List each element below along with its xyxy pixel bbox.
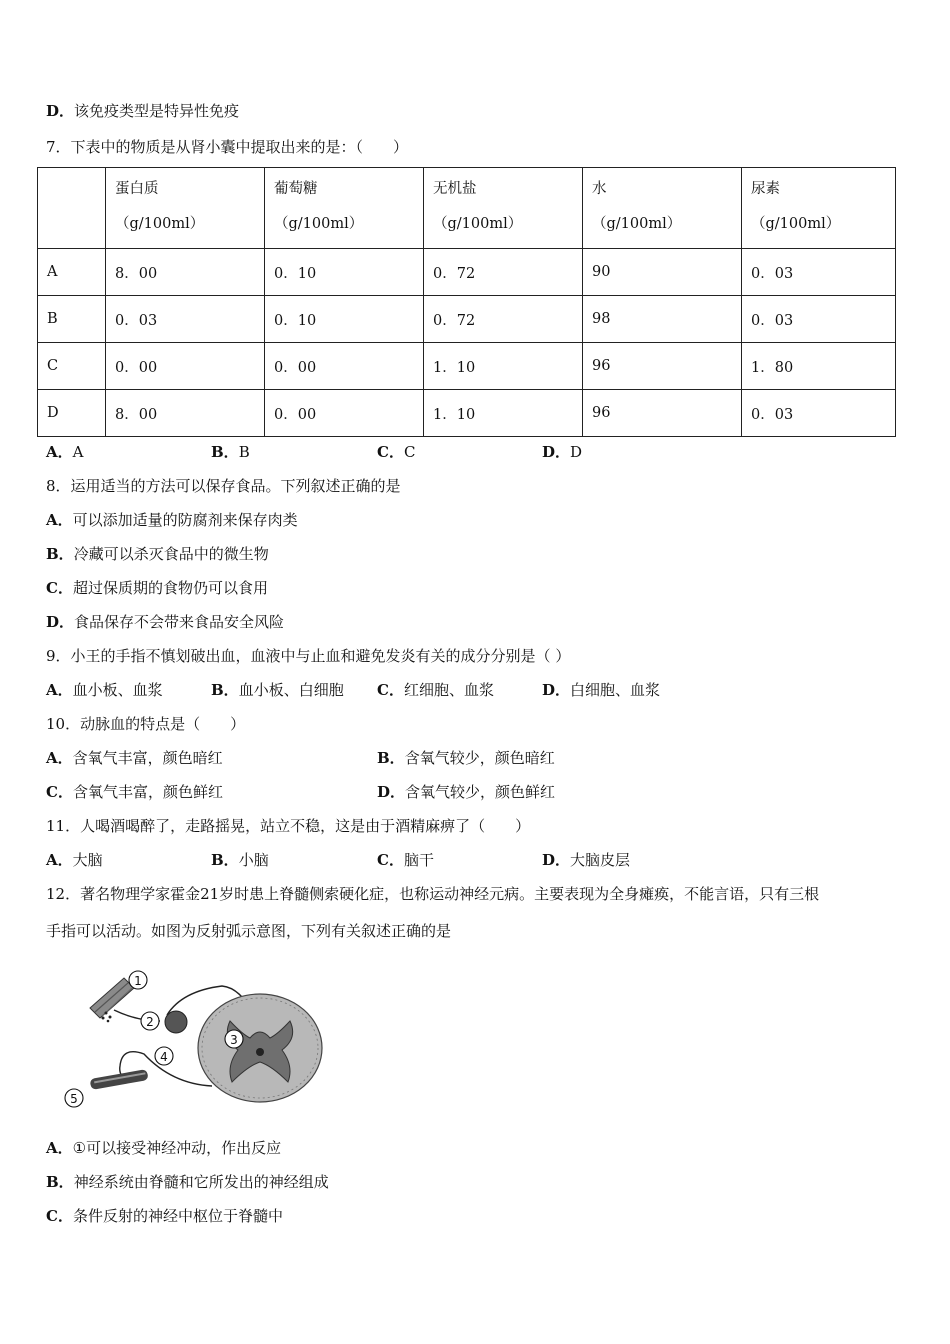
figure-label-5 <box>65 1089 83 1107</box>
header-cell <box>742 168 896 249</box>
q7-option-b <box>211 442 250 462</box>
header-cell <box>38 168 106 249</box>
header-unit: （g/100ml） <box>115 216 205 232</box>
spinal-cord <box>198 994 322 1102</box>
table-cell: 0．03 <box>742 390 896 437</box>
q8-option-b <box>46 544 269 564</box>
option-text: 含氧气丰富，颜色鲜红 <box>72 783 223 801</box>
q9-option-c <box>377 680 494 700</box>
option-letter: C． <box>377 851 404 869</box>
option-text: 小脑 <box>238 851 269 869</box>
option-letter: B． <box>211 681 239 699</box>
q7-table <box>37 167 896 437</box>
option-text: 大脑皮层 <box>570 851 631 869</box>
option-text: 大脑 <box>72 851 103 869</box>
q12-option-a <box>46 1138 281 1158</box>
q9-option-b <box>211 680 344 700</box>
q12-stem-line2: 手指可以活动。如图为反射弧示意图，下列有关叙述正确的是 <box>46 922 452 940</box>
table-cell: B <box>38 296 106 343</box>
table-cell: 96 <box>583 343 742 390</box>
option-letter: C． <box>46 579 73 597</box>
option-text: 该免疫类型是特异性免疫 <box>74 102 240 120</box>
table-row <box>38 343 896 390</box>
table-cell: 90 <box>583 249 742 296</box>
option-letter: D． <box>377 783 406 801</box>
table-row <box>38 390 896 437</box>
q11-option-d <box>542 850 630 870</box>
option-letter: C． <box>46 1207 73 1225</box>
table-cell: C <box>38 343 106 390</box>
figure-label-1 <box>129 971 147 989</box>
option-text: A <box>72 443 84 461</box>
option-text: 神经系统由脊髓和它所发出的神经组成 <box>73 1173 329 1191</box>
q12-option-b <box>46 1172 329 1192</box>
q11-stem: 11．人喝酒喝醉了，走路摇晃，站立不稳，这是由于酒精麻痹了（ ） <box>46 817 531 835</box>
option-text: 红细胞、血浆 <box>403 681 494 699</box>
header-cell <box>424 168 583 249</box>
option-letter: D． <box>46 613 75 631</box>
table-cell: 1．80 <box>742 343 896 390</box>
figure-label-4 <box>155 1047 173 1065</box>
option-letter: A． <box>46 681 73 699</box>
option-text: 超过保质期的食物仍可以食用 <box>72 579 268 597</box>
option-letter: B． <box>46 545 74 563</box>
table-cell: 0．72 <box>424 296 583 343</box>
option-text: 脑干 <box>403 851 434 869</box>
table-cell: D <box>38 390 106 437</box>
svg-text:2: 2 <box>146 1015 154 1029</box>
table-cell: 0．03 <box>742 249 896 296</box>
option-letter: D． <box>542 443 571 461</box>
q10-option-d <box>377 782 555 802</box>
option-text: 可以添加适量的防腐剂来保存肉类 <box>72 511 298 529</box>
option-letter: A． <box>46 1139 73 1157</box>
option-text: 冷藏可以杀灭食品中的微生物 <box>73 545 269 563</box>
option-text: 白细胞、血浆 <box>570 681 661 699</box>
table-cell: A <box>38 249 106 296</box>
ganglion <box>165 1011 187 1033</box>
option-text: C <box>403 443 416 461</box>
q10-option-a <box>46 748 223 768</box>
option-letter: A． <box>46 443 73 461</box>
header-name: 尿素 <box>751 181 780 197</box>
table-cell: 98 <box>583 296 742 343</box>
header-name: 无机盐 <box>433 181 477 197</box>
table-cell: 1．10 <box>424 343 583 390</box>
q12-stem-line1: 12．著名物理学家霍金21岁时患上脊髓侧索硬化症，也称运动神经元病。主要表现为全身瘫痪，不能言语，只有三根 <box>46 885 820 903</box>
svg-text:4: 4 <box>160 1050 168 1064</box>
option-text: 含氧气丰富，颜色暗红 <box>72 749 223 767</box>
option-letter: C． <box>46 783 73 801</box>
option-text: 食品保存不会带来食品安全风险 <box>74 613 285 631</box>
option-text: 含氧气较少，颜色鲜红 <box>405 783 556 801</box>
header-unit: （g/100ml） <box>592 216 682 232</box>
header-cell <box>106 168 265 249</box>
header-cell <box>265 168 424 249</box>
table-cell: 0．03 <box>106 296 265 343</box>
option-letter: D． <box>542 851 571 869</box>
header-cell <box>583 168 742 249</box>
table-cell: 8．00 <box>106 249 265 296</box>
table-row <box>38 296 896 343</box>
q11-option-a <box>46 850 103 870</box>
option-letter: B． <box>377 749 405 767</box>
table-cell: 0．72 <box>424 249 583 296</box>
option-letter: A． <box>46 749 73 767</box>
option-letter: A． <box>46 511 73 529</box>
q6-option-d <box>46 101 239 121</box>
q8-option-a <box>46 510 298 530</box>
table-cell: 1．10 <box>424 390 583 437</box>
q9-option-a <box>46 680 163 700</box>
option-letter: C． <box>377 681 404 699</box>
q8-stem: 8．运用适当的方法可以保存食品。下列叙述正确的是 <box>46 477 401 495</box>
option-letter: B． <box>211 443 239 461</box>
q7-option-a <box>46 442 83 462</box>
header-unit: （g/100ml） <box>751 216 841 232</box>
q9-option-d <box>542 680 660 700</box>
header-name: 水 <box>592 181 607 197</box>
q7-stem: 7．下表中的物质是从肾小囊中提取出来的是：（ ） <box>46 138 409 156</box>
option-letter: B． <box>46 1173 74 1191</box>
q8-option-d <box>46 612 284 632</box>
q10-option-c <box>46 782 223 802</box>
option-text: ①可以接受神经冲动，作出反应 <box>72 1139 282 1157</box>
option-letter: D． <box>542 681 571 699</box>
table-header-row <box>38 168 896 249</box>
q8-option-c <box>46 578 268 598</box>
table-cell: 0．00 <box>106 343 265 390</box>
table-cell: 0．00 <box>265 343 424 390</box>
table-cell: 0．10 <box>265 296 424 343</box>
q10-stem: 10．动脉血的特点是（ ） <box>46 715 246 733</box>
table-cell: 0．10 <box>265 249 424 296</box>
table-cell: 0．00 <box>265 390 424 437</box>
table-row <box>38 249 896 296</box>
muscle-effector <box>90 1069 149 1090</box>
option-text: B <box>238 443 250 461</box>
q10-option-b <box>377 748 555 768</box>
svg-text:1: 1 <box>134 974 142 988</box>
header-unit: （g/100ml） <box>274 216 364 232</box>
option-text: 含氧气较少，颜色暗红 <box>404 749 555 767</box>
reflex-arc-figure <box>62 966 332 1114</box>
q7-option-c <box>377 442 415 462</box>
table-cell: 96 <box>583 390 742 437</box>
option-text: 条件反射的神经中枢位于脊髓中 <box>72 1207 283 1225</box>
q9-stem: 9．小王的手指不慎划破出血，血液中与止血和避免发炎有关的成分分别是（ ） <box>46 647 571 665</box>
table-cell: 0．03 <box>742 296 896 343</box>
option-text: D <box>570 443 583 461</box>
option-letter: D． <box>46 102 75 120</box>
svg-text:5: 5 <box>70 1092 78 1106</box>
q12-option-c <box>46 1206 283 1226</box>
option-letter: C． <box>377 443 404 461</box>
q7-option-d <box>542 442 582 462</box>
table-cell: 8．00 <box>106 390 265 437</box>
option-text: 血小板、白细胞 <box>238 681 344 699</box>
header-name: 葡萄糖 <box>274 181 318 197</box>
q11-option-c <box>377 850 434 870</box>
header-name: 蛋白质 <box>115 181 159 197</box>
svg-text:3: 3 <box>230 1033 238 1047</box>
figure-label-2 <box>141 1012 159 1030</box>
option-letter: A． <box>46 851 73 869</box>
q11-option-b <box>211 850 269 870</box>
header-unit: （g/100ml） <box>433 216 523 232</box>
option-letter: B． <box>211 851 239 869</box>
option-text: 血小板、血浆 <box>72 681 163 699</box>
figure-label-3 <box>225 1030 243 1048</box>
